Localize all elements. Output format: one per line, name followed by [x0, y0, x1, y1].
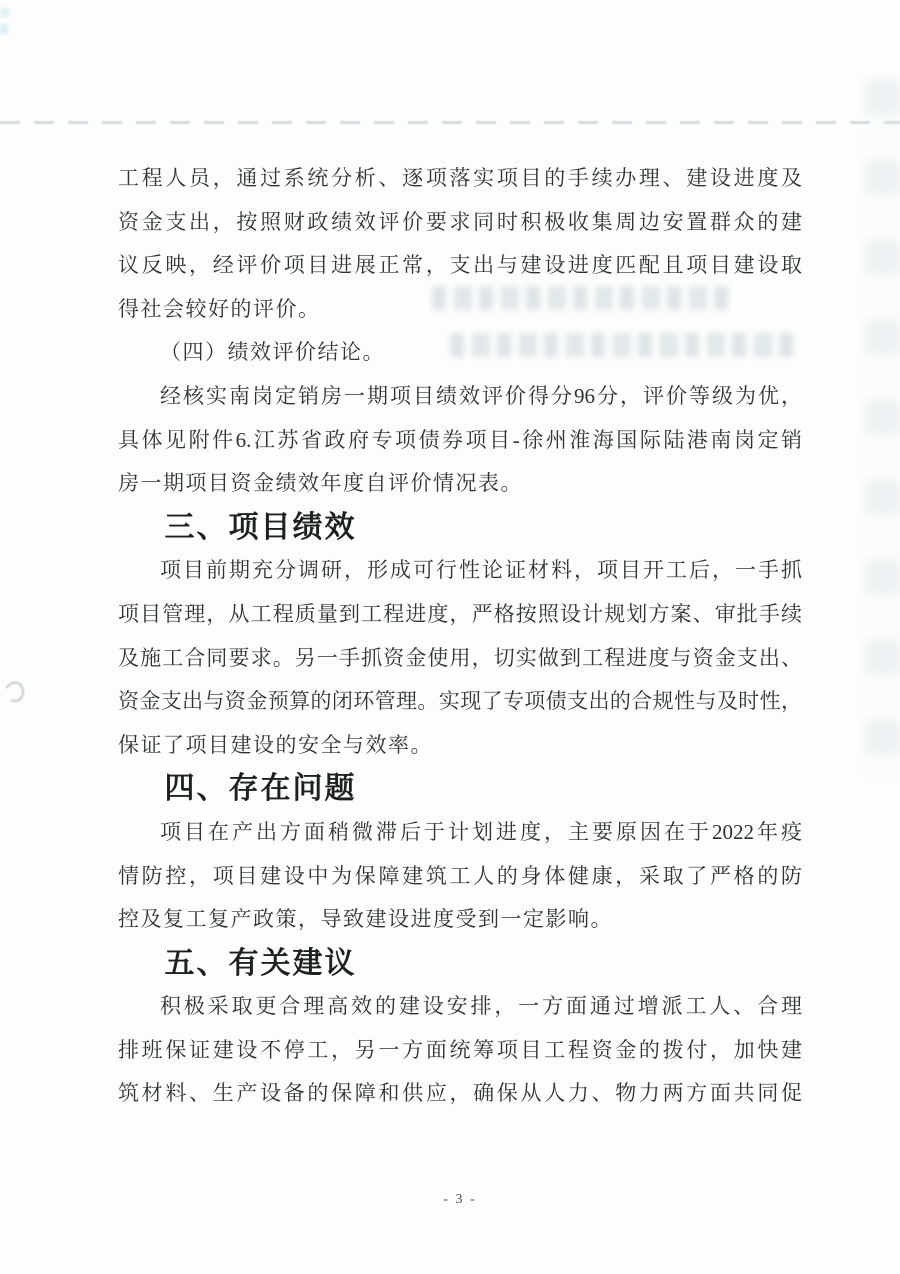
body-line: 资金支出与资金预算的闭环管理。实现了专项债支出的合规性与及时性， [118, 689, 802, 714]
section-heading-4: 四、存在问题 [164, 772, 357, 806]
body-line: 项目管理，从工程质量到工程进度，严格按照设计规划方案、审批手续 [118, 601, 802, 626]
body-line: 项目前期充分调研，形成可行性论证材料，项目开工后，一手抓 [160, 558, 802, 583]
section-3-project-performance [118, 506, 802, 768]
body-line: 具体见附件6.江苏省政府专项债券项目-徐州淮海国际陆港南岗定销 [118, 427, 802, 452]
body-line: 积极采取更合理高效的建设安排，一方面通过增派工人、合理 [160, 994, 802, 1019]
subsection-heading-line: （四）绩效评价结论。 [160, 340, 385, 365]
body-line: 项目在产出方面稍微滞后于计划进度，主要原因在于2022年疫 [160, 819, 802, 844]
ink-smudge [2, 679, 27, 704]
body-line: 情防控，项目建设中为保障建筑工人的身体健康，采取了严格的防 [118, 863, 802, 888]
page-edge-smudge [866, 80, 900, 780]
body-line: 经核实南岗定销房一期项目绩效评价得分96分，评价等级为优， [160, 383, 802, 408]
section-heading-5: 五、有关建议 [164, 946, 357, 980]
section-4-existing-problems [118, 767, 802, 941]
body-line: 保证了项目建设的安全与效率。 [118, 732, 433, 757]
document-body [118, 157, 802, 1116]
body-line: 议反映，经评价项目进展正常，支出与建设进度匹配且项目建设取 [118, 253, 802, 278]
section-5-suggestions [118, 942, 802, 1116]
body-line: 筑材料、生产设备的保障和供应，确保从人力、物力两方面共同促 [118, 1081, 802, 1106]
section-conclusion [118, 331, 802, 505]
section-heading-3: 三、项目绩效 [164, 510, 357, 544]
page-number: - 3 - [443, 1192, 477, 1207]
paragraph-continuation [118, 157, 802, 331]
body-line: 及施工合同要求。另一手抓资金使用，切实做到工程进度与资金支出、 [118, 645, 802, 670]
scan-speck-1 [0, 8, 10, 17]
body-line: 资金支出，按照财政绩效评价要求同时积极收集周边安置群众的建 [118, 209, 802, 234]
body-line: 排班保证建设不停工，另一方面统筹项目工程资金的拨付，加快建 [118, 1037, 802, 1062]
body-line: 工程人员，通过系统分析、逐项落实项目的手续办理、建设进度及 [118, 166, 802, 190]
body-line: 得社会较好的评价。 [118, 296, 321, 321]
scan-speck-2 [0, 24, 8, 34]
body-line: 房一期项目资金绩效年度自评价情况表。 [118, 471, 523, 496]
scan-dashed-line [0, 121, 900, 124]
body-line: 控及复工复产政策，导致建设进度受到一定影响。 [118, 907, 613, 932]
